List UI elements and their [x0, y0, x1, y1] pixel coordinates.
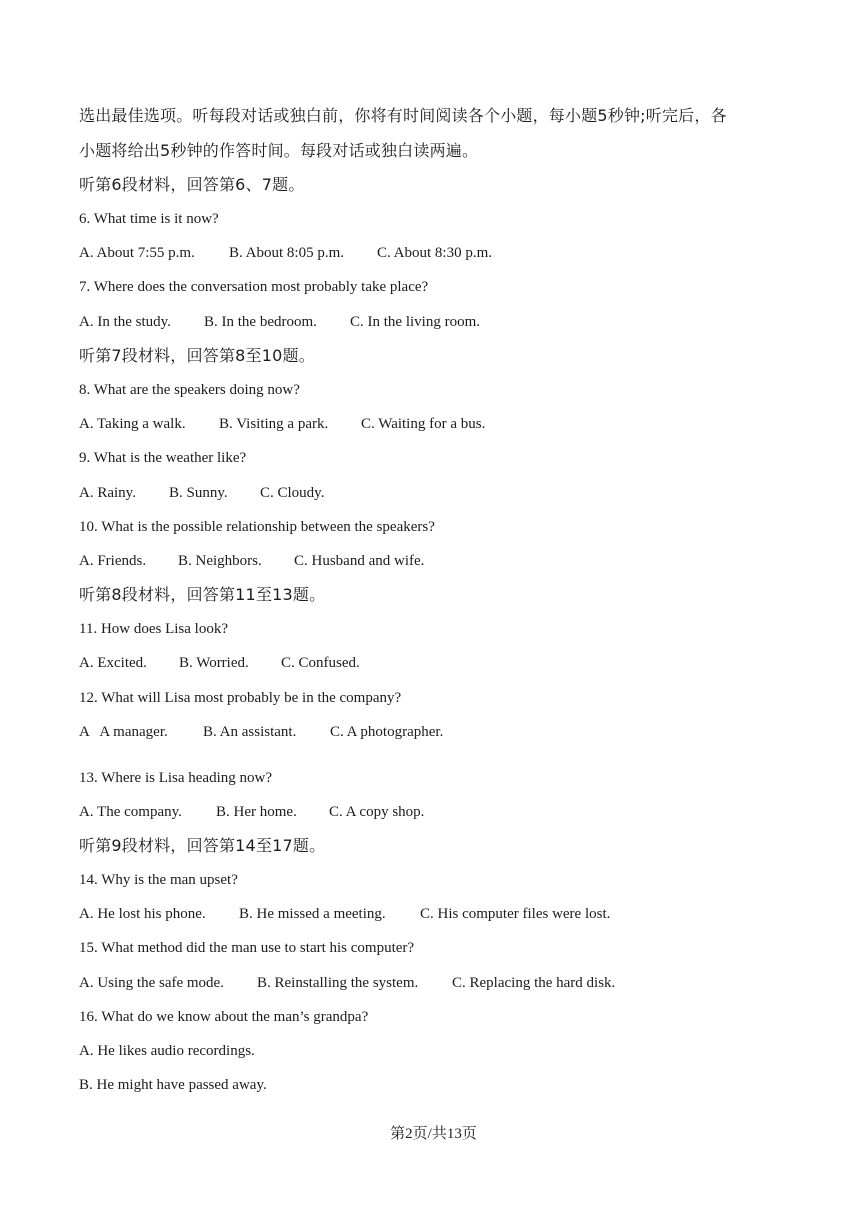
option-b: B. An assistant. [203, 724, 297, 740]
page-footer: 第2页/共13页 [390, 1126, 477, 1142]
option-b: B. Worried. [179, 655, 249, 671]
question-16-option-a: A. He likes audio recordings. [79, 1043, 255, 1059]
option-b: B. Sunny. [169, 485, 228, 501]
section-heading-7: 听第7段材料，回答第8至10题。 [79, 346, 315, 365]
option-c: C. Cloudy. [260, 485, 325, 501]
option-c: C. His computer files were lost. [420, 906, 611, 922]
question-9-options [79, 483, 324, 503]
section-heading-6: 听第6段材料，回答第6、7题。 [79, 175, 305, 194]
question-11-options [79, 653, 360, 673]
question-16-stem: 16. What do we know about the man’s grandpa? [79, 1009, 369, 1025]
question-13-options [79, 802, 424, 822]
option-b: B. In the bedroom. [204, 314, 317, 330]
option-a: A. The company. [79, 804, 182, 820]
option-b: B. Reinstalling the system. [257, 975, 419, 991]
question-14-stem: 14. Why is the man upset? [79, 872, 238, 888]
question-12-options [79, 722, 443, 742]
question-10-options [79, 551, 424, 571]
question-10-stem: 10. What is the possible relationship between the speakers? [79, 519, 435, 535]
question-7-options [79, 312, 480, 332]
intro-line-2: 小题将给出5秒钟的作答时间。每段对话或独白读两遍。 [79, 141, 479, 160]
section-heading-8: 听第8段材料，回答第11至13题。 [79, 585, 326, 604]
option-a: A. Taking a walk. [79, 416, 186, 432]
question-7-stem: 7. Where does the conversation most probably take place? [79, 279, 429, 295]
question-15-stem: 15. What method did the man use to start his computer? [79, 940, 415, 956]
option-a: A. Friends. [79, 553, 147, 569]
option-c: C. Confused. [281, 655, 360, 671]
question-6-stem: 6. What time is it now? [79, 211, 219, 227]
option-a: A. In the study. [79, 314, 171, 330]
question-15-options [79, 973, 615, 993]
question-9-stem: 9. What is the weather like? [79, 450, 247, 466]
question-16-option-b: B. He might have passed away. [79, 1077, 267, 1093]
option-b: B. Neighbors. [178, 553, 262, 569]
question-14-options [79, 904, 610, 924]
option-c: C. Waiting for a bus. [361, 416, 486, 432]
question-8-options [79, 414, 485, 434]
option-c: C. In the living room. [350, 314, 480, 330]
question-8-stem: 8. What are the speakers doing now? [79, 382, 300, 398]
option-a: A A manager. [79, 724, 168, 740]
question-12-stem: 12. What will Lisa most probably be in the company? [79, 690, 402, 706]
question-6-options [79, 243, 492, 263]
option-b: B. About 8:05 p.m. [229, 245, 345, 261]
option-b: B. Visiting a park. [219, 416, 329, 432]
option-c: C. Replacing the hard disk. [452, 975, 616, 991]
option-b: B. Her home. [216, 804, 297, 820]
option-a: A. Rainy. [79, 485, 136, 501]
option-a: A. Excited. [79, 655, 147, 671]
question-13-stem: 13. Where is Lisa heading now? [79, 770, 273, 786]
question-11-stem: 11. How does Lisa look? [79, 621, 229, 637]
option-a: A. He lost his phone. [79, 906, 206, 922]
option-c: C. A photographer. [330, 724, 444, 740]
option-c: C. A copy shop. [329, 804, 425, 820]
option-c: C. About 8:30 p.m. [377, 245, 493, 261]
intro-line-1: 选出最佳选项。听每段对话或独白前，你将有时间阅读各个小题，每小题5秒钟;听完后，各 [79, 106, 727, 125]
option-a: A. About 7:55 p.m. [79, 245, 195, 261]
option-a: A. Using the safe mode. [79, 975, 224, 991]
section-heading-9: 听第9段材料，回答第14至17题。 [79, 836, 326, 855]
option-b: B. He missed a meeting. [239, 906, 386, 922]
option-c: C. Husband and wife. [294, 553, 425, 569]
